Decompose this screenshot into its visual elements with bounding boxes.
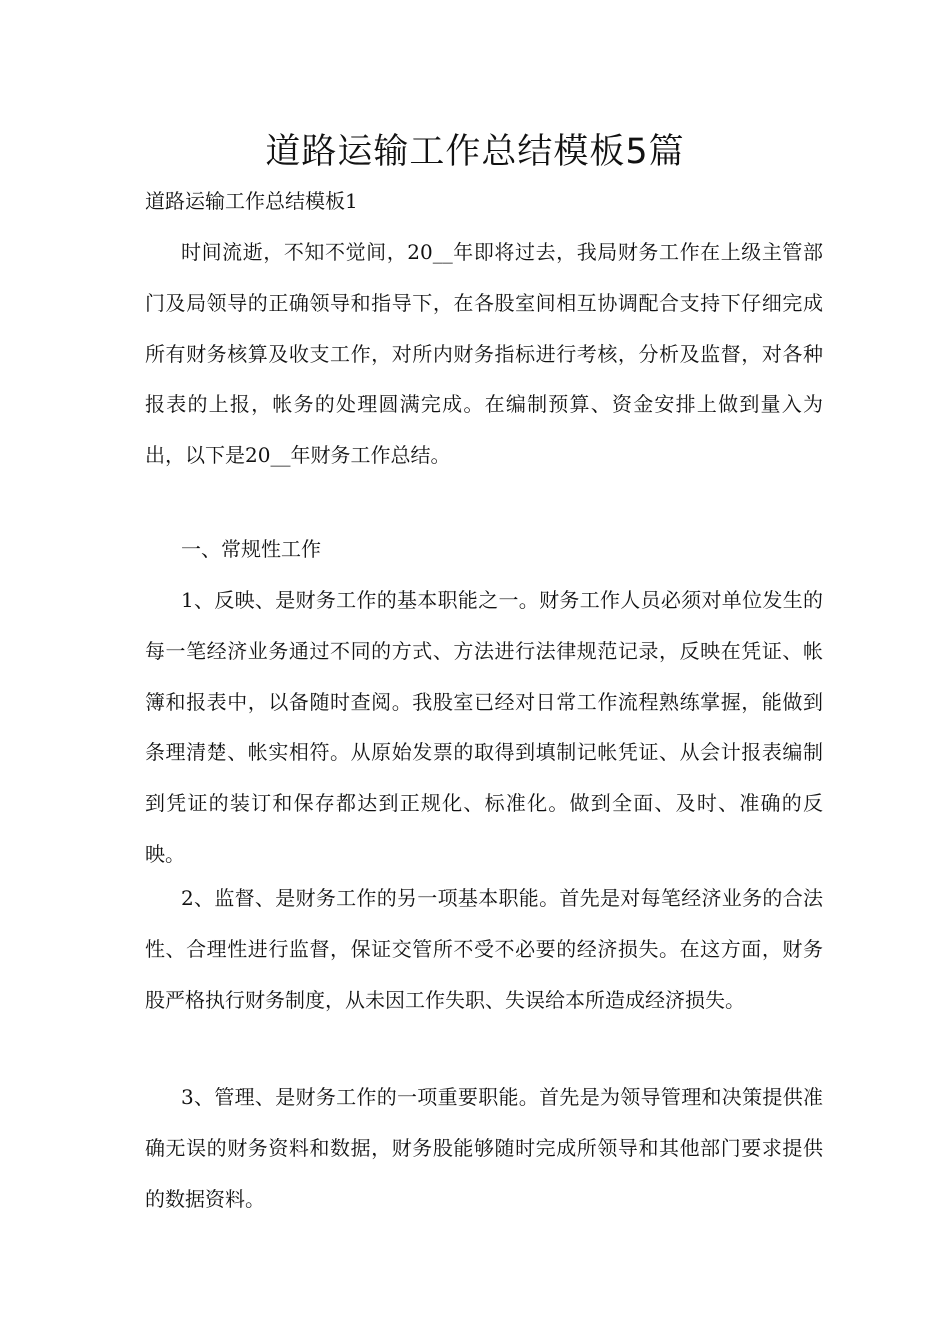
document-subtitle: 道路运输工作总结模板1: [145, 189, 358, 213]
paragraph-item-3: 3、管理、是财务工作的一项重要职能。首先是为领导管理和决策提供准确无误的财务资料和数据，财务股能够随时完成所领导和其他部门要求提供的数据资料。: [145, 1085, 823, 1211]
paragraph-item-2: 2、监督、是财务工作的另一项基本职能。首先是对每笔经济业务的合法性、合理性进行监督，保证交管所不受不必要的经济损失。在这方面，财务股严格执行财务制度，从未因工作失职、失误给本所造成经济损失。: [145, 886, 823, 1012]
paragraph-item-1: 1、反映、是财务工作的基本职能之一。财务工作人员必须对单位发生的每一笔经济业务通过不同的方式、方法进行法律规范记录，反映在凭证、帐簿和报表中，以备随时查阅。我股室已经对日常工作流程熟练掌握，能做到条理清楚、帐实相符。从原始发票的取得到填制记帐凭证、从会计报表编制到凭证的装订和保存都达到正规化、标准化。做到全面、及时、准确的反映。: [145, 588, 823, 866]
section-heading: 一、常规性工作: [181, 537, 321, 561]
intro-paragraph: 时间流逝，不知不觉间，20__年即将过去，我局财务工作在上级主管部门及局领导的正确领导和指导下，在各股室间相互协调配合支持下仔细完成所有财务核算及收支工作，对所内财务指标进行考核，分析及监督，对各种报表的上报，帐务的处理圆满完成。在编制预算、资金安排上做到量入为出，以下是20__年财务工作总结。: [145, 240, 823, 468]
document-title: 道路运输工作总结模板5篇: [265, 132, 685, 172]
